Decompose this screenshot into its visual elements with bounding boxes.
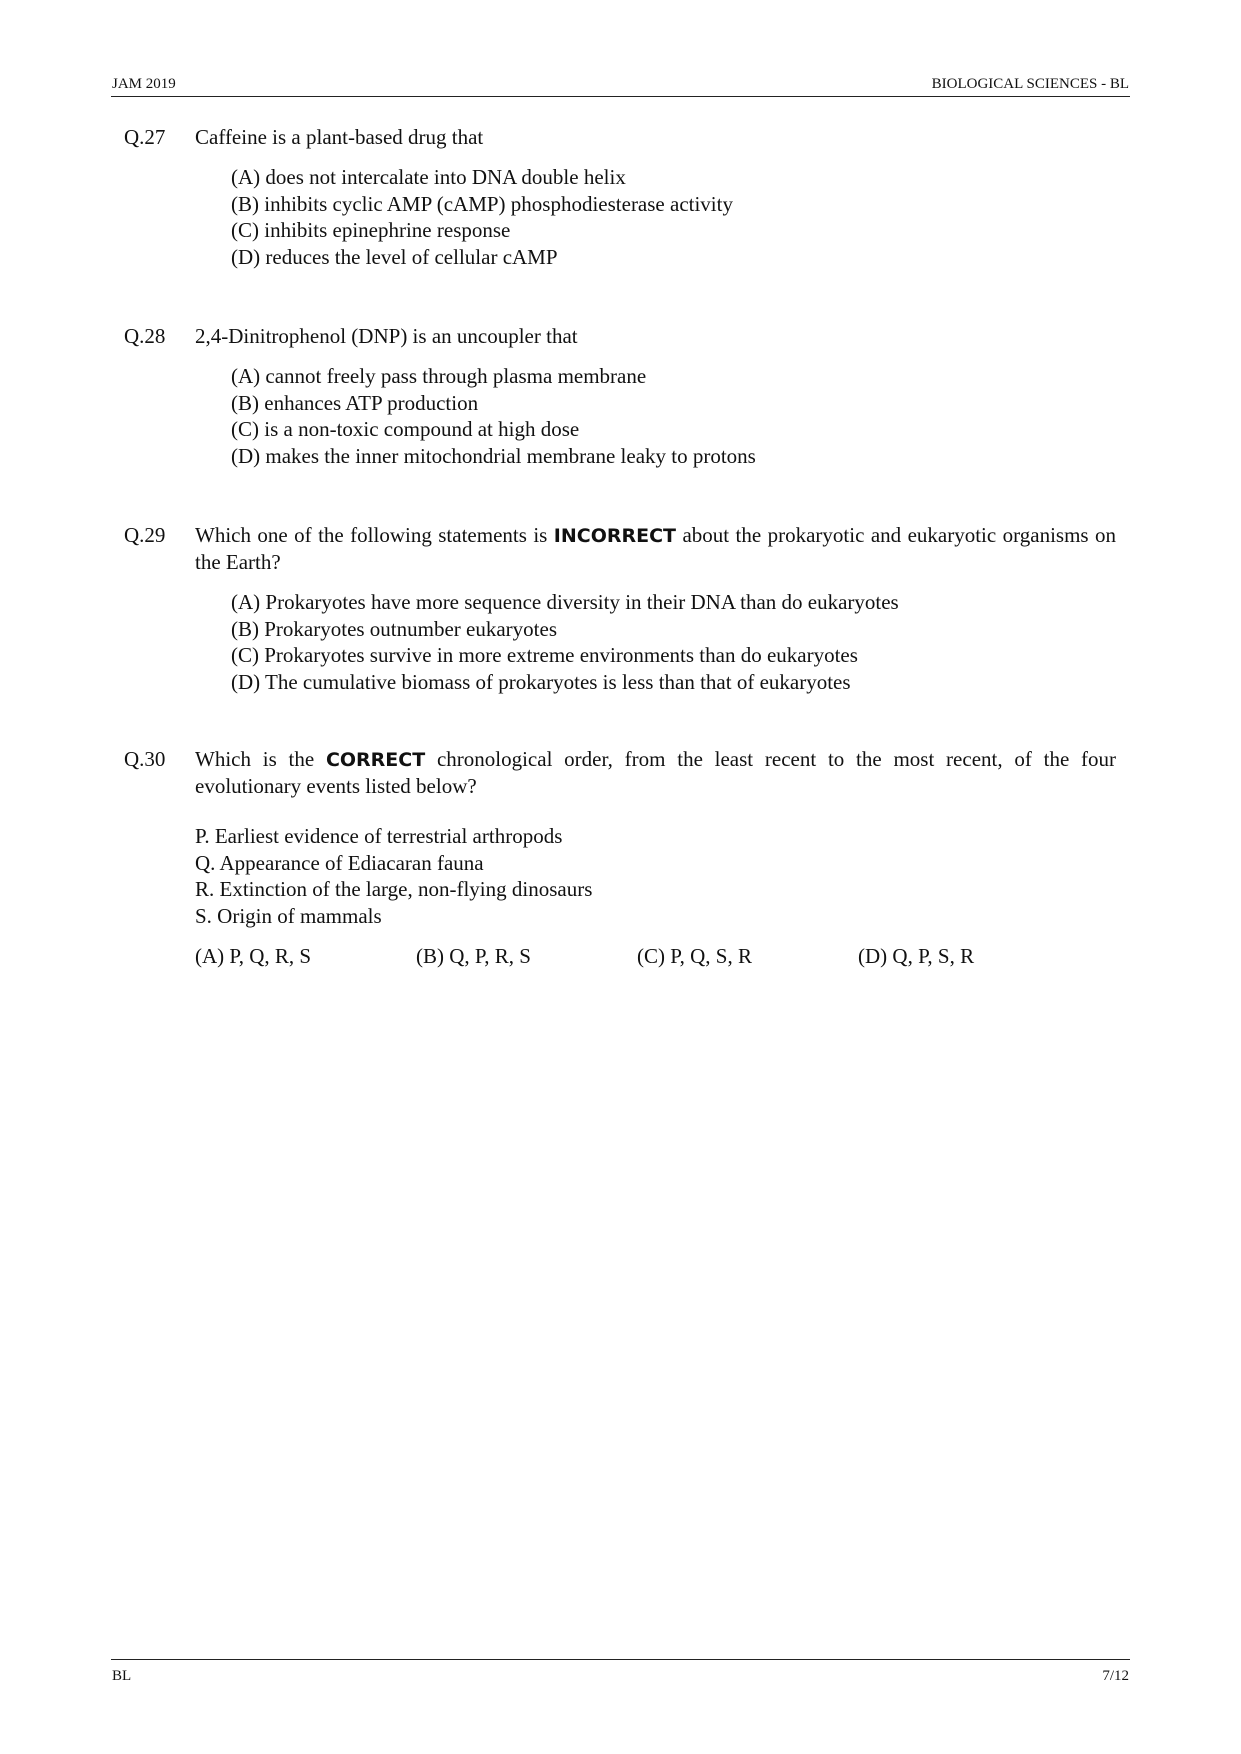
option-c: (C) is a non-toxic compound at high dose bbox=[231, 417, 580, 441]
question-28 bbox=[124, 323, 1116, 469]
statement-r: R. Extinction of the large, non-flying dinosaurs bbox=[195, 877, 593, 901]
option-d: (D) makes the inner mitochondrial membrane leaky to protons bbox=[231, 443, 756, 468]
option-list bbox=[231, 164, 1116, 270]
option-c: (C) inhibits epinephrine response bbox=[231, 218, 511, 242]
question-number: Q.28 bbox=[124, 324, 166, 348]
question-stem bbox=[195, 746, 1116, 799]
question-number: Q.30 bbox=[124, 747, 166, 771]
statement-p: P. Earliest evidence of terrestrial arthropods bbox=[195, 824, 563, 848]
option-d: (D) reduces the level of cellular cAMP bbox=[231, 244, 558, 269]
question-stem bbox=[195, 522, 1116, 575]
option-b: (B) enhances ATP production bbox=[231, 390, 479, 415]
option-list bbox=[231, 363, 1116, 469]
exam-name: JAM 2019 bbox=[112, 76, 176, 92]
question-27 bbox=[124, 124, 1116, 270]
option-a: (A) does not intercalate into DNA double helix bbox=[231, 165, 626, 189]
option-d: (D) Q, P, S, R bbox=[858, 944, 975, 968]
stem-text: Which is the bbox=[195, 747, 315, 771]
page-header bbox=[111, 74, 1130, 97]
option-b: (B) Prokaryotes outnumber eukaryotes bbox=[231, 616, 558, 641]
question-30 bbox=[124, 746, 1116, 969]
option-list bbox=[231, 589, 1116, 695]
statement-q: Q. Appearance of Ediacaran fauna bbox=[195, 850, 484, 875]
option-c: (C) Prokaryotes survive in more extreme environments than do eukaryotes bbox=[231, 643, 858, 667]
option-b: (B) inhibits cyclic AMP (cAMP) phosphodiesterase activity bbox=[231, 191, 733, 216]
option-row bbox=[195, 943, 1116, 969]
question-number: Q.27 bbox=[124, 125, 166, 149]
question-stem: 2,4-Dinitrophenol (DNP) is an uncoupler that bbox=[195, 324, 578, 348]
stem-emphasis: INCORRECT bbox=[553, 525, 676, 547]
page-footer bbox=[111, 1659, 1130, 1690]
stem-text: about the prokaryotic and eukaryotic organisms on the Earth? bbox=[195, 523, 1117, 574]
question-number: Q.29 bbox=[124, 523, 166, 547]
statement-list bbox=[195, 823, 1116, 929]
paper-title: BIOLOGICAL SCIENCES - BL bbox=[931, 76, 1129, 92]
stem-text: Which one of the following statements is bbox=[195, 523, 548, 547]
option-c: (C) P, Q, S, R bbox=[637, 944, 752, 968]
option-d: (D) The cumulative biomass of prokaryotes is less than that of eukaryotes bbox=[231, 669, 851, 694]
stem-text: chronological order, from the least recent to the most recent, of the four evolutionary events listed below? bbox=[195, 747, 1117, 798]
statement-s: S. Origin of mammals bbox=[195, 903, 382, 928]
option-b: (B) Q, P, R, S bbox=[416, 944, 531, 968]
page-number: 7/12 bbox=[1102, 1668, 1129, 1684]
question-stem: Caffeine is a plant-based drug that bbox=[195, 125, 484, 149]
option-a: (A) Prokaryotes have more sequence diversity in their DNA than do eukaryotes bbox=[231, 590, 899, 614]
stem-emphasis: CORRECT bbox=[325, 749, 426, 771]
option-a: (A) cannot freely pass through plasma membrane bbox=[231, 364, 647, 388]
option-a: (A) P, Q, R, S bbox=[195, 944, 312, 968]
question-29 bbox=[124, 522, 1116, 695]
paper-code: BL bbox=[112, 1668, 132, 1684]
